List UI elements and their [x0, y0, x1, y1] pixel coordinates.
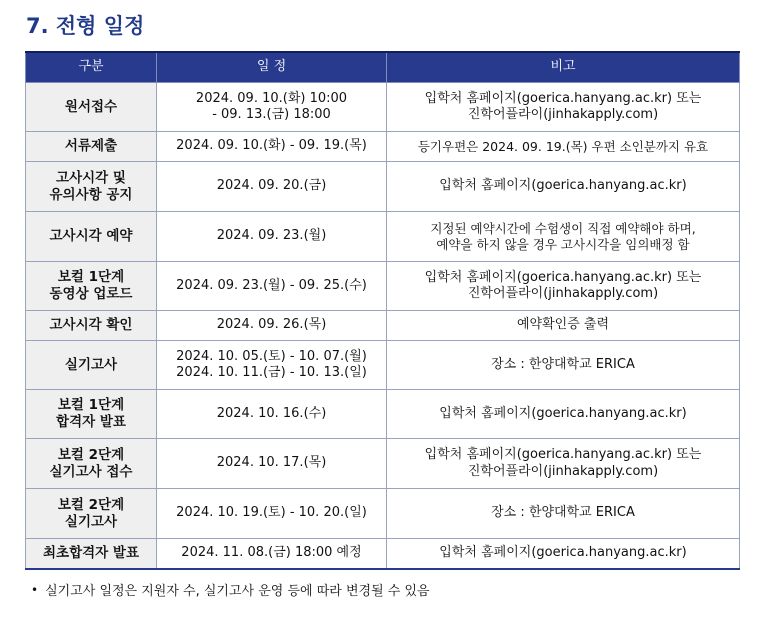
table-row — [26, 390, 740, 439]
footnote-text: 실기고사 일정은 지원자 수, 실기고사 운영 등에 따라 변경될 수 있음 — [45, 584, 430, 599]
header-note: 비고 — [387, 52, 740, 83]
table-row — [26, 439, 740, 489]
row-note: 입학처 홈페이지(goerica.hanyang.ac.kr) — [387, 539, 740, 569]
table-row — [26, 539, 740, 569]
footnote — [31, 580, 430, 599]
section-title: 7. 전형 일정 — [26, 14, 145, 38]
row-category: 최초합격자 발표 — [26, 539, 157, 569]
row-note: 입학처 홈페이지(goerica.hanyang.ac.kr) 또는 진학어플라이(jinhakapply.com) — [387, 439, 740, 489]
schedule-table — [25, 51, 740, 570]
row-category: 고사시각 확인 — [26, 311, 157, 341]
row-category: 원서접수 — [26, 83, 157, 132]
row-schedule: 2024. 09. 23.(월) - 09. 25.(수) — [157, 262, 387, 311]
table-row — [26, 132, 740, 162]
row-note: 등기우편은 2024. 09. 19.(목) 우편 소인분까지 유효 — [387, 132, 740, 162]
row-category: 보컬 2단계 실기고사 — [26, 489, 157, 539]
row-note: 예약확인증 출력 — [387, 311, 740, 341]
row-note: 장소 : 한양대학교 ERICA — [387, 341, 740, 390]
row-note: 장소 : 한양대학교 ERICA — [387, 489, 740, 539]
table-row — [26, 341, 740, 390]
table-header-row — [26, 52, 740, 83]
row-note: 입학처 홈페이지(goerica.hanyang.ac.kr) 또는 진학어플라이(jinhakapply.com) — [387, 83, 740, 132]
row-schedule: 2024. 10. 17.(목) — [157, 439, 387, 489]
row-category: 고사시각 예약 — [26, 212, 157, 262]
row-note: 입학처 홈페이지(goerica.hanyang.ac.kr) — [387, 390, 740, 439]
row-category: 실기고사 — [26, 341, 157, 390]
table-row — [26, 489, 740, 539]
header-category: 구분 — [26, 52, 157, 83]
table-row — [26, 212, 740, 262]
row-schedule: 2024. 09. 20.(금) — [157, 162, 387, 212]
row-schedule: 2024. 11. 08.(금) 18:00 예정 — [157, 539, 387, 569]
row-category: 서류제출 — [26, 132, 157, 162]
row-schedule: 2024. 10. 19.(토) - 10. 20.(일) — [157, 489, 387, 539]
table-row — [26, 162, 740, 212]
row-schedule: 2024. 09. 10.(화) 10:00 - 09. 13.(금) 18:00 — [157, 83, 387, 132]
table-row — [26, 83, 740, 132]
row-schedule: 2024. 10. 05.(토) - 10. 07.(월) 2024. 10. 11.(금) - 10. 13.(일) — [157, 341, 387, 390]
row-schedule: 2024. 09. 10.(화) - 09. 19.(목) — [157, 132, 387, 162]
row-category: 고사시각 및 유의사항 공지 — [26, 162, 157, 212]
table-row — [26, 311, 740, 341]
row-schedule: 2024. 10. 16.(수) — [157, 390, 387, 439]
row-category: 보컬 1단계 동영상 업로드 — [26, 262, 157, 311]
row-category: 보컬 2단계 실기고사 접수 — [26, 439, 157, 489]
row-note: 입학처 홈페이지(goerica.hanyang.ac.kr) 또는 진학어플라이(jinhakapply.com) — [387, 262, 740, 311]
row-category: 보컬 1단계 합격자 발표 — [26, 390, 157, 439]
header-schedule: 일 정 — [157, 52, 387, 83]
row-schedule: 2024. 09. 26.(목) — [157, 311, 387, 341]
row-note: 입학처 홈페이지(goerica.hanyang.ac.kr) — [387, 162, 740, 212]
bullet-icon: • — [31, 582, 39, 597]
row-note: 지정된 예약시간에 수험생이 직접 예약해야 하며, 예약을 하지 않을 경우 고사시각을 임의배정 함 — [387, 212, 740, 262]
table-row — [26, 262, 740, 311]
row-schedule: 2024. 09. 23.(월) — [157, 212, 387, 262]
